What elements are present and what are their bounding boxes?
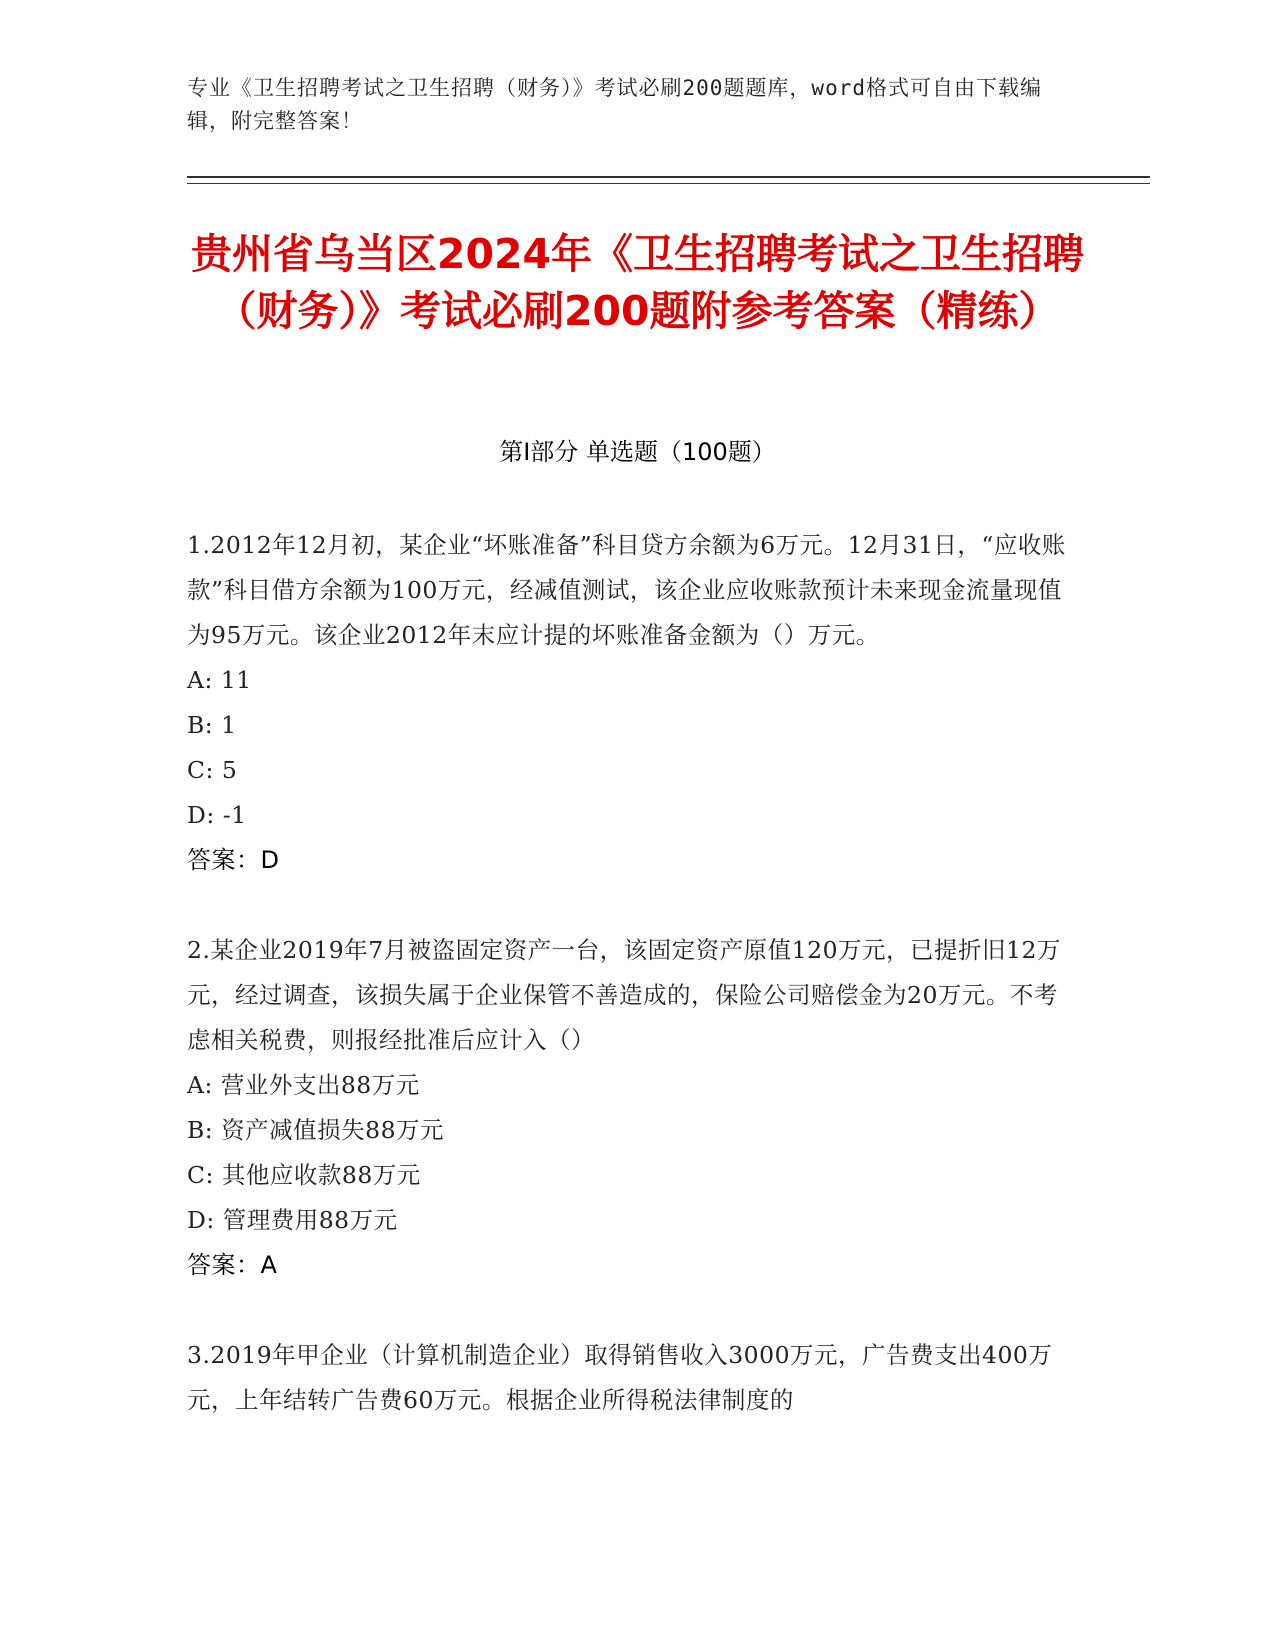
answer-line: 答案：D <box>187 846 280 874</box>
header-divider-thin <box>187 183 1150 184</box>
option-c: C: 5 <box>187 756 238 784</box>
question-item <box>187 928 1077 1288</box>
option-c: C: 其他应收款88万元 <box>187 1161 421 1189</box>
question-list <box>187 523 1077 1468</box>
question-stem: 1.2012年12月初，某企业“坏账准备”科目贷方余额为6万元。12月31日，“应收账款”科目借方余额为100万元，经减值测试，该企业应收账款预计未来现金流量现值为95万元。该企业2012年末应计提的坏账准备金额为（）万元。 <box>187 531 1066 649</box>
option-b: B: 资产减值损失88万元 <box>187 1116 445 1144</box>
option-d: D: 管理费用88万元 <box>187 1206 398 1234</box>
header-divider-thick <box>187 176 1150 178</box>
question-stem: 2.某企业2019年7月被盗固定资产一台，该固定资产原值120万元，已提折旧12万元，经过调查，该损失属于企业保管不善造成的，保险公司赔偿金为20万元。不考虑相关税费，则报经批准后应计入（） <box>187 936 1061 1054</box>
option-a: A: 11 <box>187 666 252 694</box>
option-a: A: 营业外支出88万元 <box>187 1071 420 1099</box>
answer-line: 答案：A <box>187 1251 278 1279</box>
option-b: B: 1 <box>187 711 237 739</box>
header-note: 专业《卫生招聘考试之卫生招聘（财务）》考试必刷200题题库，word格式可自由下载编辑，附完整答案！ <box>187 76 1042 133</box>
document-title: 贵州省乌当区2024年《卫生招聘考试之卫生招聘（财务）》考试必刷200题附参考答案（精练） <box>190 230 1085 335</box>
question-item <box>187 1333 1077 1423</box>
question-stem: 3.2019年甲企业（计算机制造企业）取得销售收入3000万元，广告费支出400万元，上年结转广告费60万元。根据企业所得税法律制度的 <box>187 1341 1053 1414</box>
section-title: 第Ⅰ部分 单选题（100题） <box>499 438 776 466</box>
question-item <box>187 523 1077 883</box>
option-d: D: -1 <box>187 801 247 829</box>
